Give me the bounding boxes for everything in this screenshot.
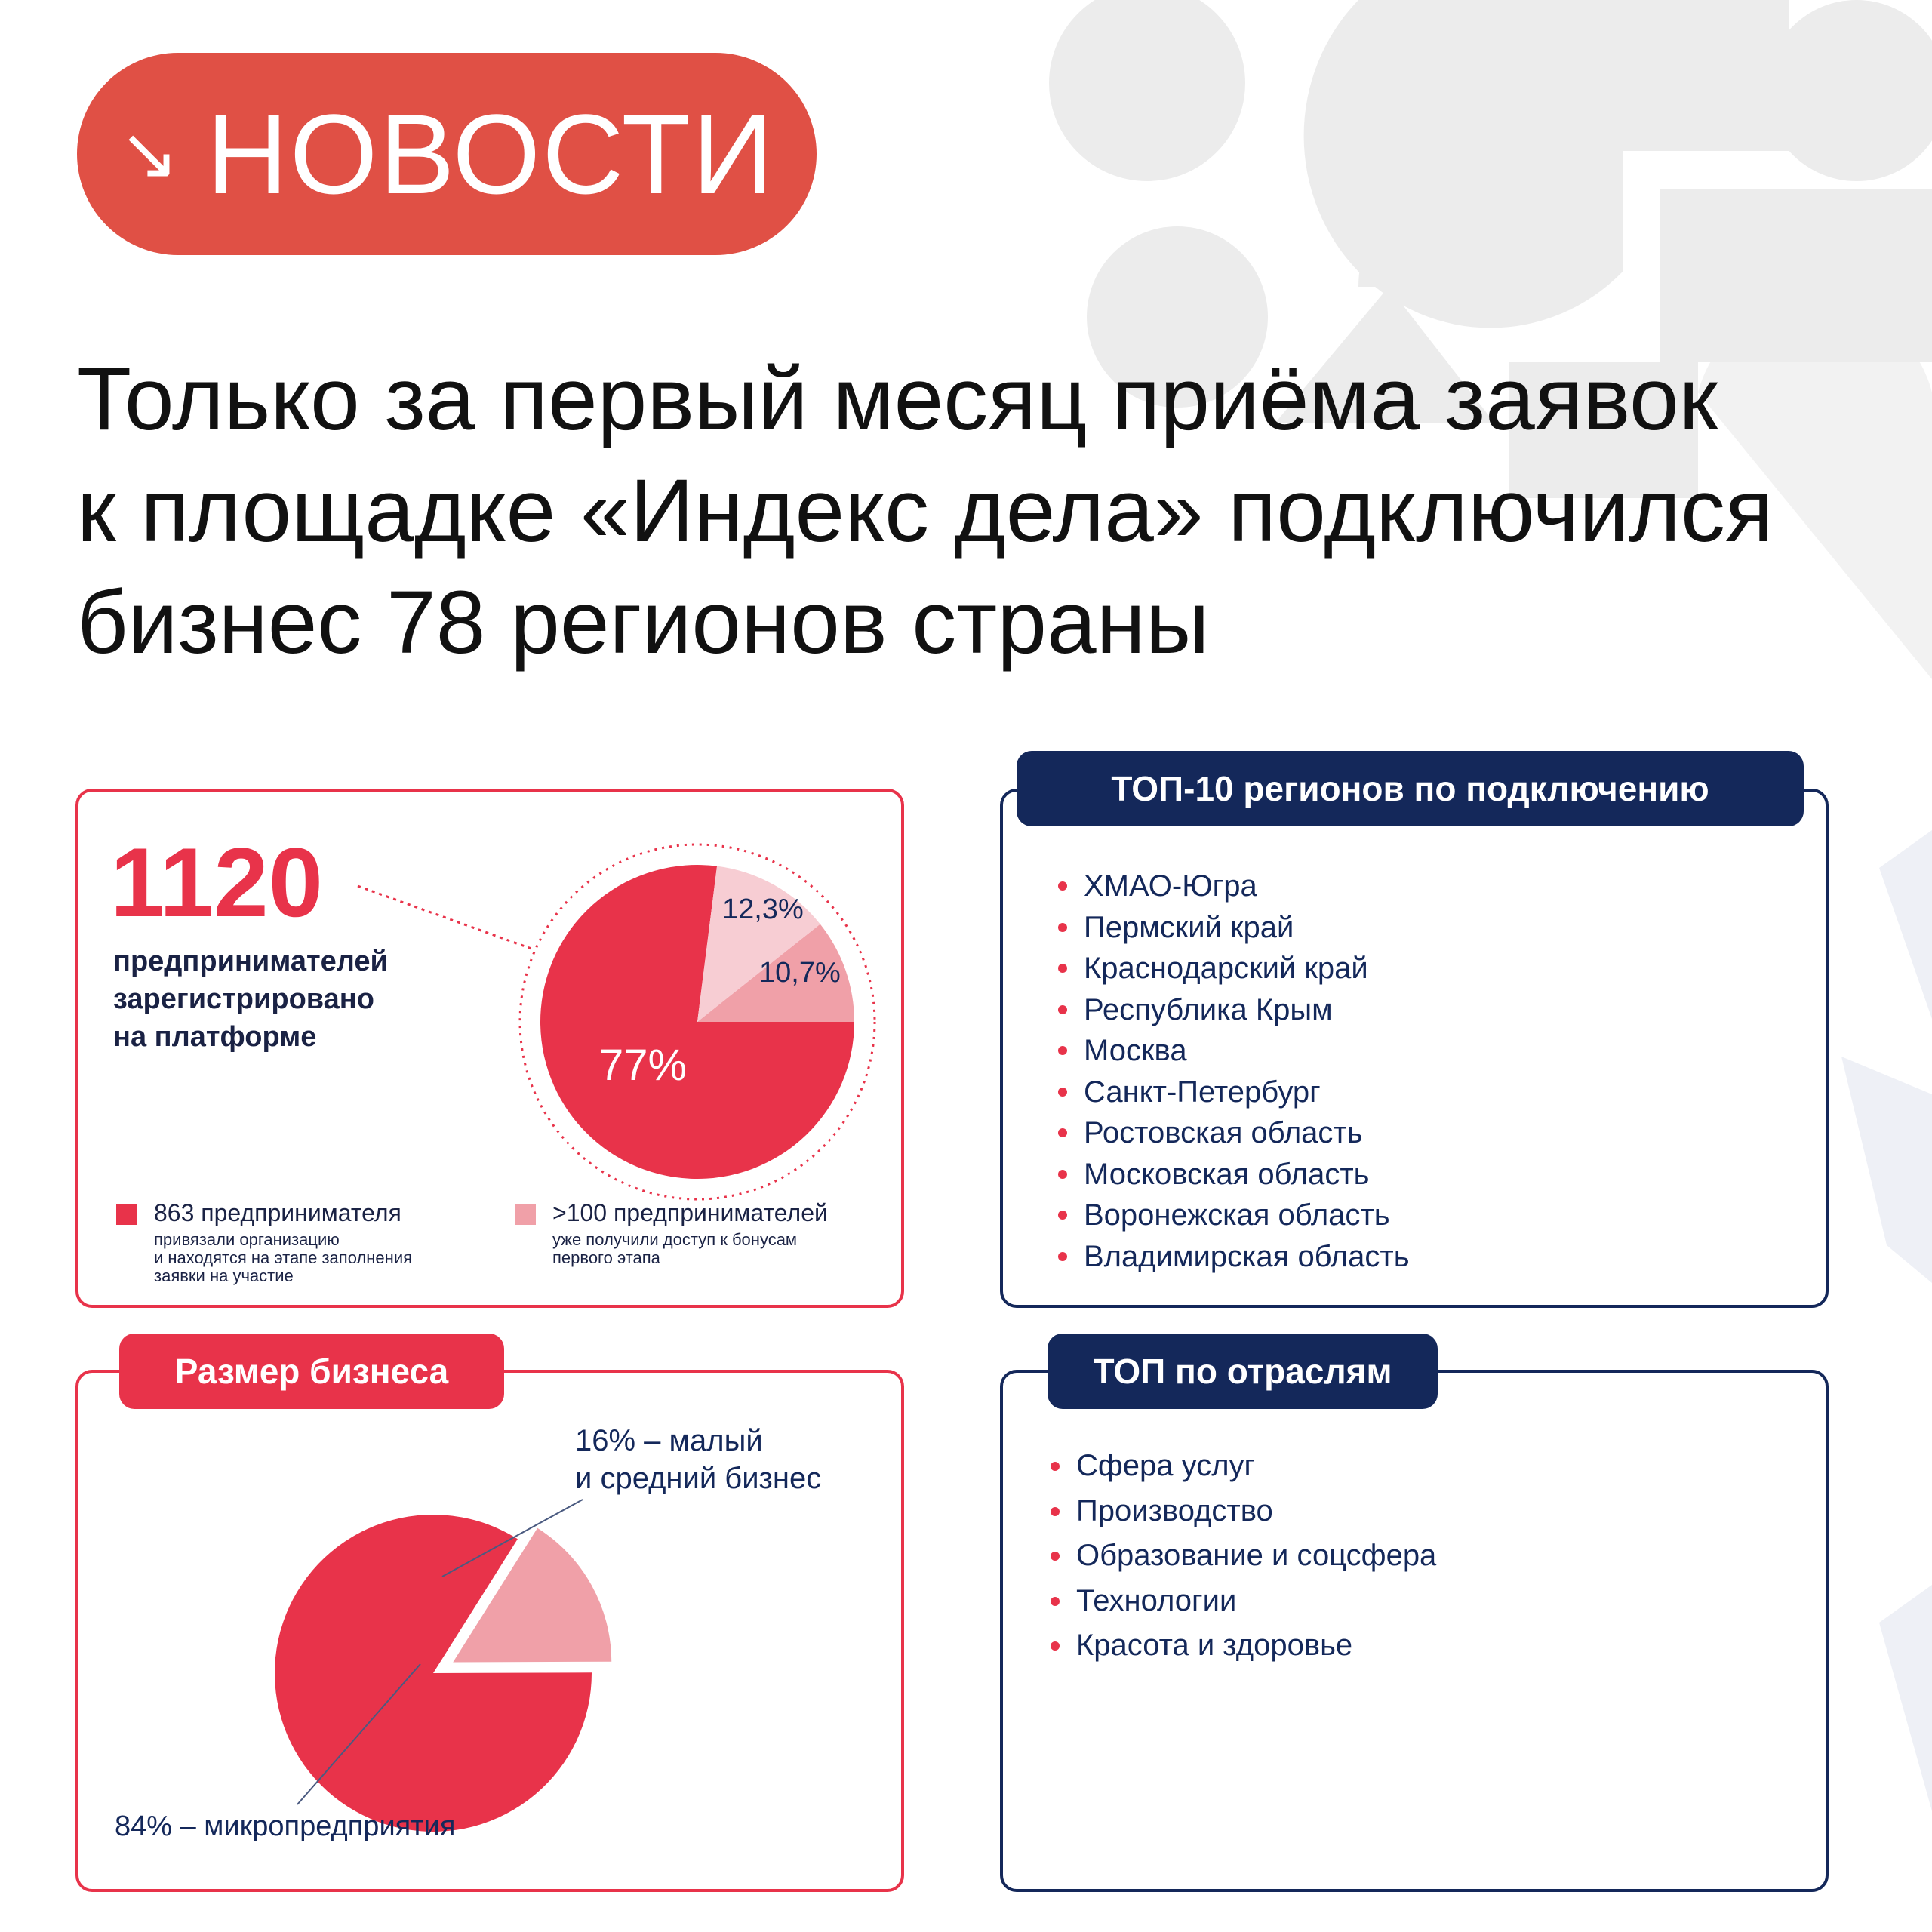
list-item-label: Краснодарский край [1084, 952, 1368, 985]
list-item [1058, 907, 1410, 949]
bullet-dot-icon [1058, 1046, 1067, 1055]
list-item-label: Пермский край [1084, 910, 1294, 944]
legend-sub-line: привязали организацию [154, 1230, 340, 1249]
list-item [1051, 1579, 1436, 1624]
list-item-label: Образование и соцсфера [1076, 1539, 1437, 1572]
list-item [1058, 866, 1410, 907]
bullet-dot-icon [1058, 1211, 1067, 1220]
small-business-label-line: и средний бизнес [575, 1462, 822, 1495]
legend-title: >100 предпринимателей [552, 1199, 828, 1226]
list-item-label: Республика Крым [1084, 992, 1333, 1026]
news-badge[interactable] [77, 53, 817, 255]
arrow-down-right-icon: ↘ [118, 113, 180, 194]
callout-connector-line [358, 886, 531, 949]
registrations-card [75, 789, 904, 1308]
bullet-dot-icon [1058, 1005, 1067, 1014]
list-item [1058, 1154, 1410, 1195]
bullet-dot-icon [1058, 881, 1067, 891]
list-item [1058, 1030, 1410, 1072]
pie-slice-label: 10,7% [759, 957, 841, 989]
legend-sub-line: первого этапа [552, 1248, 660, 1267]
legend-subtitle [552, 1231, 900, 1267]
registered-text-line: на платформе [113, 1021, 317, 1053]
top-regions-header: ТОП-10 регионов по подключению [1017, 751, 1804, 826]
headline-line: Только за первый месяц приёма заявок [77, 349, 1718, 449]
legend-sub-line: уже получили доступ к бонусам [552, 1230, 798, 1249]
list-item [1051, 1444, 1436, 1489]
bullet-dot-icon [1058, 1088, 1067, 1097]
legend-subtitle [154, 1231, 501, 1285]
legend-swatch [116, 1204, 137, 1225]
bullet-dot-icon [1058, 964, 1067, 973]
registered-text-line: зарегистрировано [113, 983, 374, 1015]
headline-line: бизнес 78 регионов страны [77, 573, 1210, 672]
list-item [1058, 948, 1410, 989]
list-item [1058, 1236, 1410, 1278]
registration-pie-chart [78, 792, 901, 1305]
legend-sub-line: заявки на участие [154, 1266, 294, 1285]
list-item [1058, 1072, 1410, 1113]
business-size-header: Размер бизнеса [119, 1334, 504, 1409]
list-item-label: Московская область [1084, 1157, 1370, 1191]
top-regions-list [1058, 866, 1410, 1277]
bullet-dot-icon [1058, 923, 1067, 932]
list-item [1058, 989, 1410, 1031]
list-item-label: Владимирская область [1084, 1239, 1410, 1273]
news-label: НОВОСТИ [206, 91, 775, 217]
list-item-label: Ростовская область [1084, 1116, 1363, 1149]
small-business-label [575, 1422, 821, 1497]
bullet-dot-icon [1058, 1252, 1067, 1261]
legend-sub-line: и находятся на этапе заполнения [154, 1248, 413, 1267]
bullet-dot-icon [1051, 1597, 1060, 1606]
small-business-label-line: 16% – малый [575, 1424, 763, 1457]
list-item-label: Воронежская область [1084, 1198, 1390, 1232]
bullet-dot-icon [1058, 1128, 1067, 1137]
list-item-label: Москва [1084, 1034, 1187, 1067]
registered-count: 1120 [110, 827, 324, 937]
list-item [1058, 1112, 1410, 1154]
bullet-dot-icon [1051, 1462, 1060, 1471]
list-item-label: Красота и здоровье [1076, 1629, 1353, 1662]
list-item [1058, 1195, 1410, 1236]
list-item-label: ХМАО-Югра [1084, 869, 1257, 903]
legend-swatch [515, 1204, 536, 1225]
headline [77, 343, 1888, 678]
list-item-label: Технологии [1076, 1583, 1237, 1617]
list-item-label: Производство [1076, 1494, 1273, 1527]
pie-slice-label: 77% [599, 1041, 688, 1090]
legend-title: 863 предпринимателя [154, 1199, 401, 1226]
list-item [1051, 1489, 1436, 1534]
top-sectors-header: ТОП по отраслям [1048, 1334, 1438, 1409]
business-size-card [75, 1370, 904, 1892]
registered-text-line: предпринимателей [113, 946, 388, 977]
bullet-dot-icon [1051, 1507, 1060, 1516]
bullet-dot-icon [1051, 1641, 1060, 1651]
micro-business-label: 84% – микропредприятия [115, 1810, 456, 1842]
headline-line: к площадке «Индекс дела» подключился [77, 461, 1774, 561]
pie-slice-label: 12,3% [722, 894, 804, 925]
list-item-label: Санкт-Петербург [1084, 1075, 1321, 1109]
list-item-label: Сфера услуг [1076, 1449, 1256, 1482]
top-sectors-list [1051, 1444, 1436, 1669]
bullet-dot-icon [1058, 1170, 1067, 1179]
bullet-dot-icon [1051, 1552, 1060, 1561]
list-item [1051, 1623, 1436, 1669]
list-item [1051, 1534, 1436, 1579]
